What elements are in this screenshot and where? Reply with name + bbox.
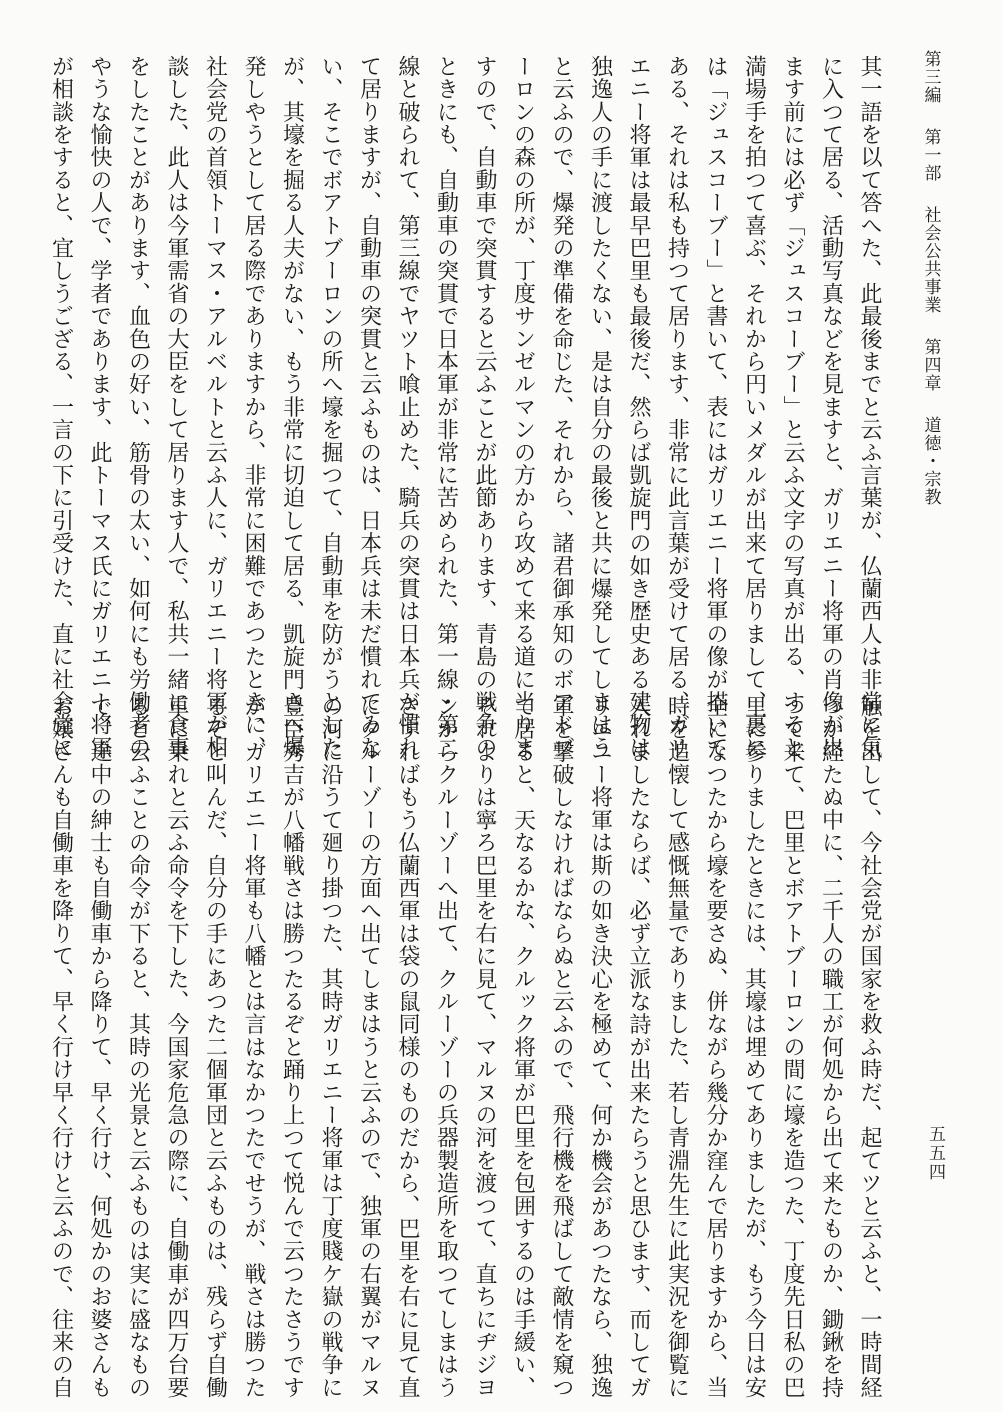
text-line: さすればもう仏蘭西軍は袋の鼠同様のものだから、巴里を右に見て直 — [395, 695, 420, 1399]
lower-text-block — [48, 695, 888, 1399]
text-line: て居ると、天なるかな、クルック将軍が巴里を包囲するのは手緩い、 — [510, 695, 536, 1399]
text-line: ーロンの森の所が、丁度サンゼルマンの方から攻めて来る道に当りま — [510, 55, 536, 759]
text-line: るぞと叫んだ、自分の手にあつた二個軍団と云ふものは、残らず自働 — [202, 695, 228, 1399]
text-line: と云ふので、爆発の準備を命じた、それから、諸君御承知のボアドブ — [549, 55, 574, 759]
text-line: が、ガリエニー将軍も八幡とは言はなかつたでせうが、戦さは勝つた — [241, 695, 266, 1399]
text-line: すので、自動車で突貫すると云ふことが此節あります、青島の戦争の — [472, 55, 497, 759]
text-line: て居りますが、自動車の突貫と云ふものは、日本兵は未だ慣れてゐな — [356, 55, 382, 759]
text-line: お嬢さんも自働車を降りて、早く行け早く行けと云ふので、往来の自 — [48, 695, 74, 1399]
text-line: つか経たぬ中に、二千人の職工が何処から出て来たものか、鋤鍬を持 — [818, 695, 844, 1399]
text-line: ときにも、自動車の突貫で日本軍が非常に苦められた、第一線・第二 — [433, 55, 459, 759]
header-chapter: 第四章 — [920, 338, 941, 392]
text-line: をしたことがあります、血色の好い、筋骨の太い、如何にも労働者の — [125, 55, 151, 759]
text-line: 豊臣秀吉が八幡戦さは勝つたるぞと踊り上つて悦んで云つたさうです — [279, 695, 305, 1399]
text-line: にクルーゾーの方面へ出てしまはうと云ふので、独軍の右翼がマルヌ — [356, 695, 382, 1399]
text-line: つて来て、巴里とボアトブーロンの間に壕を造つた、丁度先日私の巴 — [780, 695, 805, 1399]
text-line: 車に乗れと云ふ命令を下した、今国家危急の際に、自働車が四万台要 — [164, 695, 189, 1399]
text-line: ます前には必ず「ジュスコーブー」と云ふ文字の写真が出る、すると — [780, 55, 805, 759]
text-line: ると云ふことの命令が下ると、其時の光景と云ふものは実に盛なもの — [125, 695, 151, 1399]
text-line: ンからクルーゾーへ出て、クルーゾーの兵器製造所を取つてしまはう — [433, 695, 459, 1399]
text-line: 触を出して、今社会党が国家を救ふ時だ、起てツと云ふと、一時間経 — [857, 695, 882, 1399]
header-volume: 第三編 — [920, 50, 941, 104]
text-line: 社会党の首領トーマス・アルベルトと云ふ人に、ガリエニー将軍が相 — [202, 55, 228, 759]
upper-text-block — [48, 55, 888, 759]
text-line: エニー将軍は最早巴里も最後だ、然らば凱旋門の如き歴史ある建物は — [626, 55, 651, 759]
page-number: 五五四 — [925, 1125, 945, 1182]
text-line: 入れましたならば、必ず立派な詩が出来たらうと思ひます、而してガ — [626, 695, 651, 1399]
text-line: ある、それは私も持つて居ります、非常に此言葉が受けて居る、ガリ — [664, 55, 690, 759]
text-line: やうな愉快の人で、学者であります、此トーマス氏にガリエニー将軍 — [87, 55, 112, 759]
text-line: は「ジュスコーブー」と書いて、表にはガリエニー将軍の像が描いて — [703, 55, 728, 759]
text-line: 里に参りましたときには、其壕は埋めてありましたが、もう今日は安 — [741, 695, 767, 1399]
header-section: 社会公共事業 — [920, 206, 941, 314]
text-line: で、途中の紳士も自働車から降りて、早く行け、何処かのお婆さんも — [87, 695, 112, 1399]
text-line: 独逸人の手に渡したくない、是は自分の最後と共に爆発してしまはう — [587, 55, 613, 759]
text-line: が相談をすると、宜しうござる、一言の下に引受けた、直に社会党に — [48, 55, 74, 759]
text-line: い、そこでボアトブーロンの所へ壕を掘つて、自動車を防がうとした — [318, 55, 343, 759]
text-line: 発しやうとして居る際でありますから、非常に困難であつたときに、 — [241, 55, 266, 759]
text-line: に入つて居る、活動写真などを見ますと、ガリエニー将軍の肖像が出 — [818, 55, 844, 759]
text-line: 線と破られて、第三線でヤツト喰止めた、騎兵の突貫は日本兵が慣れ — [395, 55, 420, 759]
text-line: 全になつたから壕を要さぬ、併ながら幾分か窪んで居りますから、当 — [703, 695, 728, 1399]
header-topic: 道徳・宗教 — [920, 416, 941, 506]
text-line: 時を追懐して感慨無量でありました、若し青淵先生に此実況を御覧に — [664, 695, 690, 1399]
running-header — [910, 50, 950, 690]
header-part: 第一部 — [920, 128, 941, 182]
text-line: 其一語を以て答へた、此最後までと云ふ言葉が、仏蘭西人は非常に気 — [857, 55, 882, 759]
text-line: 満場手を拍つて喜ぶ、それから円いメダルが出来て居りまして、裏に — [741, 55, 767, 759]
text-line: 談した、此人は今軍需省の大臣をして居ります人で、私共一緒に食事 — [164, 55, 189, 759]
text-line: リエニー将軍は斯の如き決心を極めて、何か機会があつたなら、独逸 — [587, 695, 613, 1399]
text-line: の河に沿うて廻り掛つた、其時ガリエニー将軍は丁度賤ケ嶽の戦争に — [318, 695, 343, 1399]
text-line: が、其壕を掘る人夫がない、もう非常に切迫して居る、凱旋門さへ爆 — [279, 55, 305, 759]
text-line: それよりは寧ろ巴里を右に見て、マルヌの河を渡つて、直ちにヂジヨ — [472, 695, 497, 1399]
text-line: 軍を撃破しなければならぬと云ふので、飛行機を飛ばして敵情を窺つ — [549, 695, 574, 1399]
